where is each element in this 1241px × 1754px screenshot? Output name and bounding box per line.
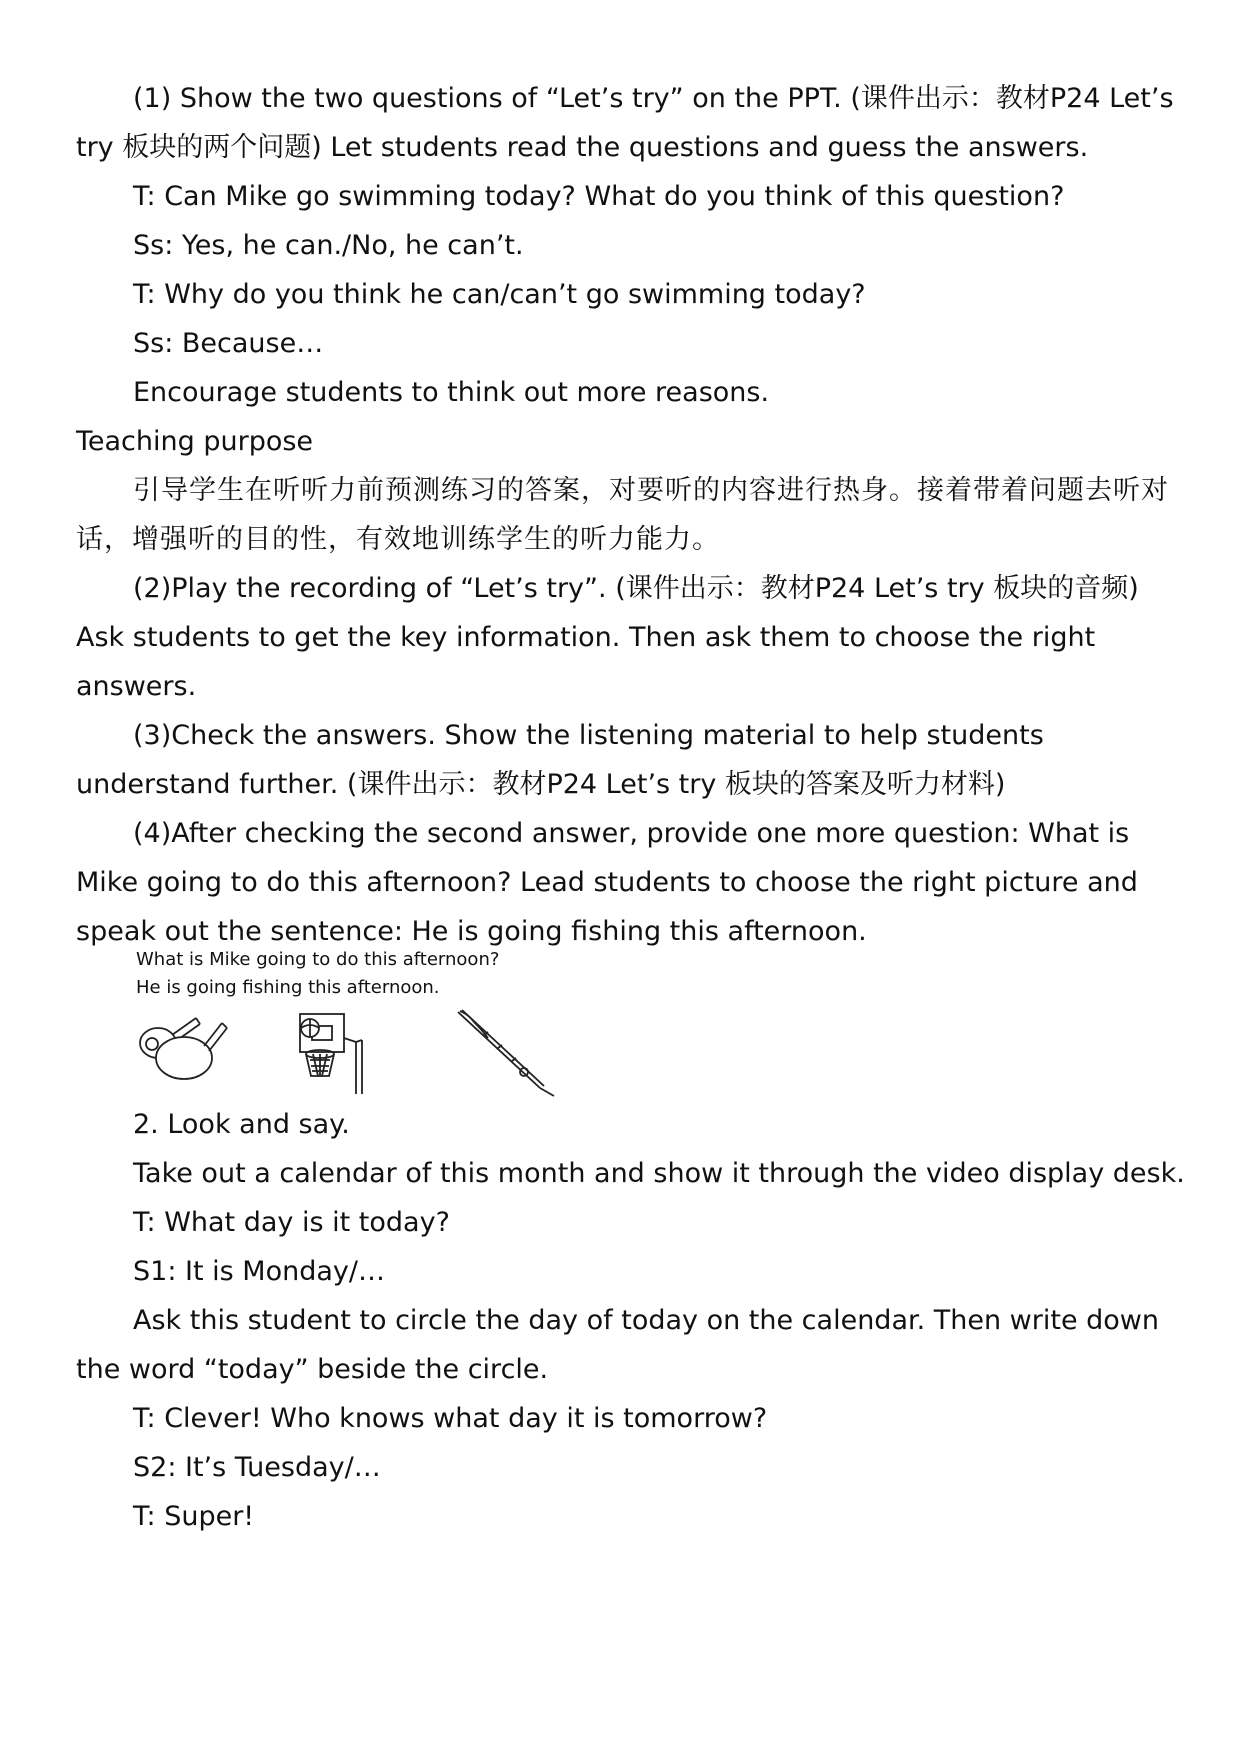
paragraph: (4)After checking the second answer, provide one more question: What is Mike going to do this afternoon? Lead students to choose the right picture and speak out the sentence: He is going fishing this afternoon.: [76, 818, 1138, 947]
ping-pong-icon: [136, 1008, 236, 1098]
paragraph: Ss: Yes, he can./No, he can’t.: [133, 230, 524, 261]
basketball-hoop-icon: [284, 1008, 374, 1096]
fishing-rod-icon: [454, 1008, 564, 1098]
paragraph: Take out a calendar of this month and show it through the video display desk.: [133, 1158, 1185, 1189]
paragraph-chinese: 引导学生在听听力前预测练习的答案，对要听的内容进行热身。接着带着问题去听对话，增强听的目的性，有效地训练学生的听力能力。: [76, 475, 1169, 555]
figure-question: What is Mike going to do this afternoon?: [136, 949, 500, 970]
paragraph: T: Clever! Who knows what day it is tomorrow?: [133, 1403, 768, 1434]
text-block-bottom: [76, 1100, 1186, 1541]
section-heading: Teaching purpose: [76, 426, 314, 457]
paragraph: Encourage students to think out more reasons.: [133, 377, 770, 408]
exercise-figure: [136, 946, 656, 1096]
paragraph: Ask this student to circle the day of today on the calendar. Then write down the word “today” beside the circle.: [76, 1305, 1159, 1385]
paragraph: (2)Play the recording of “Let’s try”. (课件出示：教材P24 Let’s try 板块的音频) Ask students to get the key information. Then ask them to choose the right answers.: [76, 573, 1139, 702]
paragraph: 2. Look and say.: [133, 1109, 350, 1140]
paragraph: S2: It’s Tuesday/…: [133, 1452, 381, 1483]
paragraph: Ss: Because…: [133, 328, 324, 359]
paragraph: (1) Show the two questions of “Let’s try” on the PPT. (课件出示：教材P24 Let’s try 板块的两个问题) Let students read the questions and guess the answers.: [76, 83, 1174, 163]
text-block-top: [76, 74, 1186, 956]
paragraph: (3)Check the answers. Show the listening material to help students understand further. (课件出示：教材P24 Let’s try 板块的答案及听力材料): [76, 720, 1044, 800]
paragraph: T: Can Mike go swimming today? What do you think of this question?: [133, 181, 1065, 212]
paragraph: S1: It is Monday/…: [133, 1256, 385, 1287]
paragraph: T: Super!: [133, 1501, 255, 1532]
figure-answer: He is going fishing this afternoon.: [136, 977, 440, 998]
paragraph: T: Why do you think he can/can’t go swimming today?: [133, 279, 866, 310]
paragraph: T: What day is it today?: [133, 1207, 450, 1238]
